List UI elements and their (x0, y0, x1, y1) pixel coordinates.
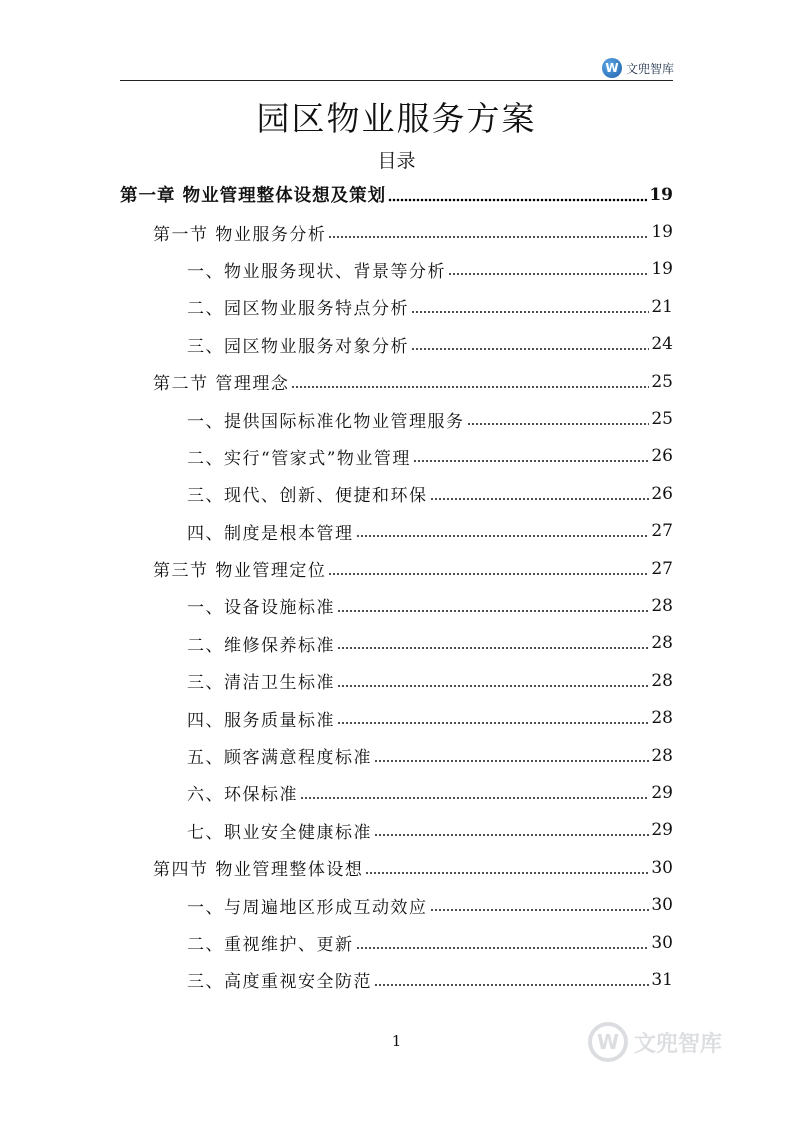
toc-entry-page: 19 (649, 184, 673, 205)
toc-entry-text: 一、与周遍地区形成互动效应 (187, 897, 428, 918)
toc-dot-leader (374, 833, 649, 837)
toc-entry[interactable] (120, 662, 673, 699)
toc-entry[interactable] (120, 774, 673, 811)
toc-entry-text: 三、园区物业服务对象分析 (187, 336, 409, 357)
toc-entry-text: 第一节 物业服务分析 (153, 224, 327, 245)
toc-dot-leader (374, 983, 649, 987)
toc-entry-text: 二、实行“管家式”物业管理 (187, 448, 411, 469)
toc-dot-leader (337, 646, 649, 650)
brand-logo-icon: W (602, 58, 622, 78)
toc-entry-page: 25 (651, 371, 673, 392)
toc-dot-leader (388, 198, 647, 202)
toc-entry-page: 30 (651, 857, 673, 878)
toc-entry-page: 19 (651, 222, 673, 243)
toc-dot-leader (328, 235, 649, 239)
toc-entry-text: 四、制度是根本管理 (187, 523, 354, 544)
table-of-contents (120, 176, 673, 999)
toc-dot-leader (337, 609, 649, 613)
toc-dot-leader (411, 347, 649, 351)
toc-entry-text: 三、高度重视安全防范 (187, 972, 372, 993)
toc-entry[interactable] (120, 363, 673, 400)
toc-entry-page: 21 (651, 296, 673, 317)
toc-entry-page: 30 (651, 895, 673, 916)
toc-entry[interactable] (120, 587, 673, 624)
toc-entry[interactable] (120, 699, 673, 736)
brand-name: 文兜智库 (626, 61, 675, 76)
toc-entry-text: 七、职业安全健康标准 (187, 822, 372, 843)
toc-entry-page: 28 (651, 670, 673, 691)
toc-entry-text: 三、清洁卫生标准 (187, 673, 335, 694)
toc-entry[interactable] (120, 513, 673, 550)
document-title: 园区物业服务方案 (256, 99, 537, 138)
toc-entry[interactable] (120, 737, 673, 774)
page-number: 1 (391, 1032, 402, 1050)
toc-entry-page: 24 (651, 334, 673, 355)
toc-entry[interactable] (120, 475, 673, 512)
toc-dot-leader (328, 572, 649, 576)
toc-entry[interactable] (120, 849, 673, 886)
toc-entry-text: 第一章 物业管理整体设想及策划 (120, 186, 387, 207)
toc-entry-page: 29 (651, 820, 673, 841)
watermark-text: 文兜智库 (634, 1031, 723, 1057)
toc-entry[interactable] (120, 176, 673, 213)
toc-entry-text: 一、物业服务现状、背景等分析 (187, 261, 446, 282)
toc-dot-leader (430, 908, 650, 912)
toc-entry-page: 28 (651, 708, 673, 729)
toc-entry-page: 28 (651, 745, 673, 766)
toc-entry[interactable] (120, 886, 673, 923)
toc-dot-leader (337, 684, 649, 688)
header-divider (120, 80, 673, 81)
toc-dot-leader (448, 272, 649, 276)
toc-dot-leader (430, 497, 650, 501)
toc-dot-leader (413, 459, 649, 463)
toc-entry-page: 31 (651, 969, 673, 990)
toc-dot-leader (300, 796, 649, 800)
toc-entry-page: 28 (651, 633, 673, 654)
toc-entry-page: 28 (651, 595, 673, 616)
toc-dot-leader (356, 534, 650, 538)
toc-entry[interactable] (120, 288, 673, 325)
toc-entry-text: 一、提供国际标准化物业管理服务 (187, 411, 465, 432)
toc-entry-page: 29 (651, 782, 673, 803)
toc-entry-text: 第三节 物业管理定位 (153, 561, 327, 582)
toc-entry-page: 26 (651, 446, 673, 467)
toc-entry-text: 四、服务质量标准 (187, 710, 335, 731)
toc-entry-page: 27 (651, 558, 673, 579)
toc-entry-page: 27 (651, 521, 673, 542)
toc-entry-page: 19 (651, 259, 673, 280)
toc-entry-text: 一、设备设施标准 (187, 598, 335, 619)
toc-dot-leader (411, 310, 649, 314)
toc-entry-text: 二、重视维护、更新 (187, 935, 354, 955)
toc-entry[interactable] (120, 625, 673, 662)
toc-entry-page: 26 (651, 483, 673, 504)
toc-entry[interactable] (120, 812, 673, 849)
toc-dot-leader (356, 946, 650, 950)
toc-heading: 目录 (377, 150, 416, 172)
toc-entry[interactable] (120, 550, 673, 587)
toc-entry-text: 六、环保标准 (187, 785, 298, 806)
toc-dot-leader (337, 721, 649, 725)
header-logo (602, 58, 674, 78)
toc-entry[interactable] (120, 924, 673, 961)
watermark-logo-icon: W (588, 1022, 628, 1062)
toc-entry-text: 三、现代、创新、便捷和环保 (187, 486, 428, 507)
toc-dot-leader (467, 422, 650, 426)
toc-entry-text: 第四节 物业管理整体设想 (153, 860, 364, 881)
toc-entry[interactable] (120, 326, 673, 363)
toc-entry[interactable] (120, 961, 673, 998)
toc-entry[interactable] (120, 438, 673, 475)
toc-entry[interactable] (120, 400, 673, 437)
toc-entry-text: 二、园区物业服务特点分析 (187, 299, 409, 320)
toc-entry-page: 30 (651, 932, 673, 953)
toc-entry[interactable] (120, 213, 673, 250)
toc-dot-leader (374, 759, 649, 763)
toc-entry[interactable] (120, 251, 673, 288)
toc-entry-text: 二、维修保养标准 (187, 635, 335, 656)
toc-entry-text: 第二节 管理理念 (153, 374, 290, 395)
toc-dot-leader (291, 385, 649, 389)
toc-entry-text: 五、顾客满意程度标准 (187, 748, 372, 769)
toc-dot-leader (365, 871, 649, 875)
watermark (588, 1022, 722, 1062)
toc-entry-page: 25 (651, 409, 673, 430)
